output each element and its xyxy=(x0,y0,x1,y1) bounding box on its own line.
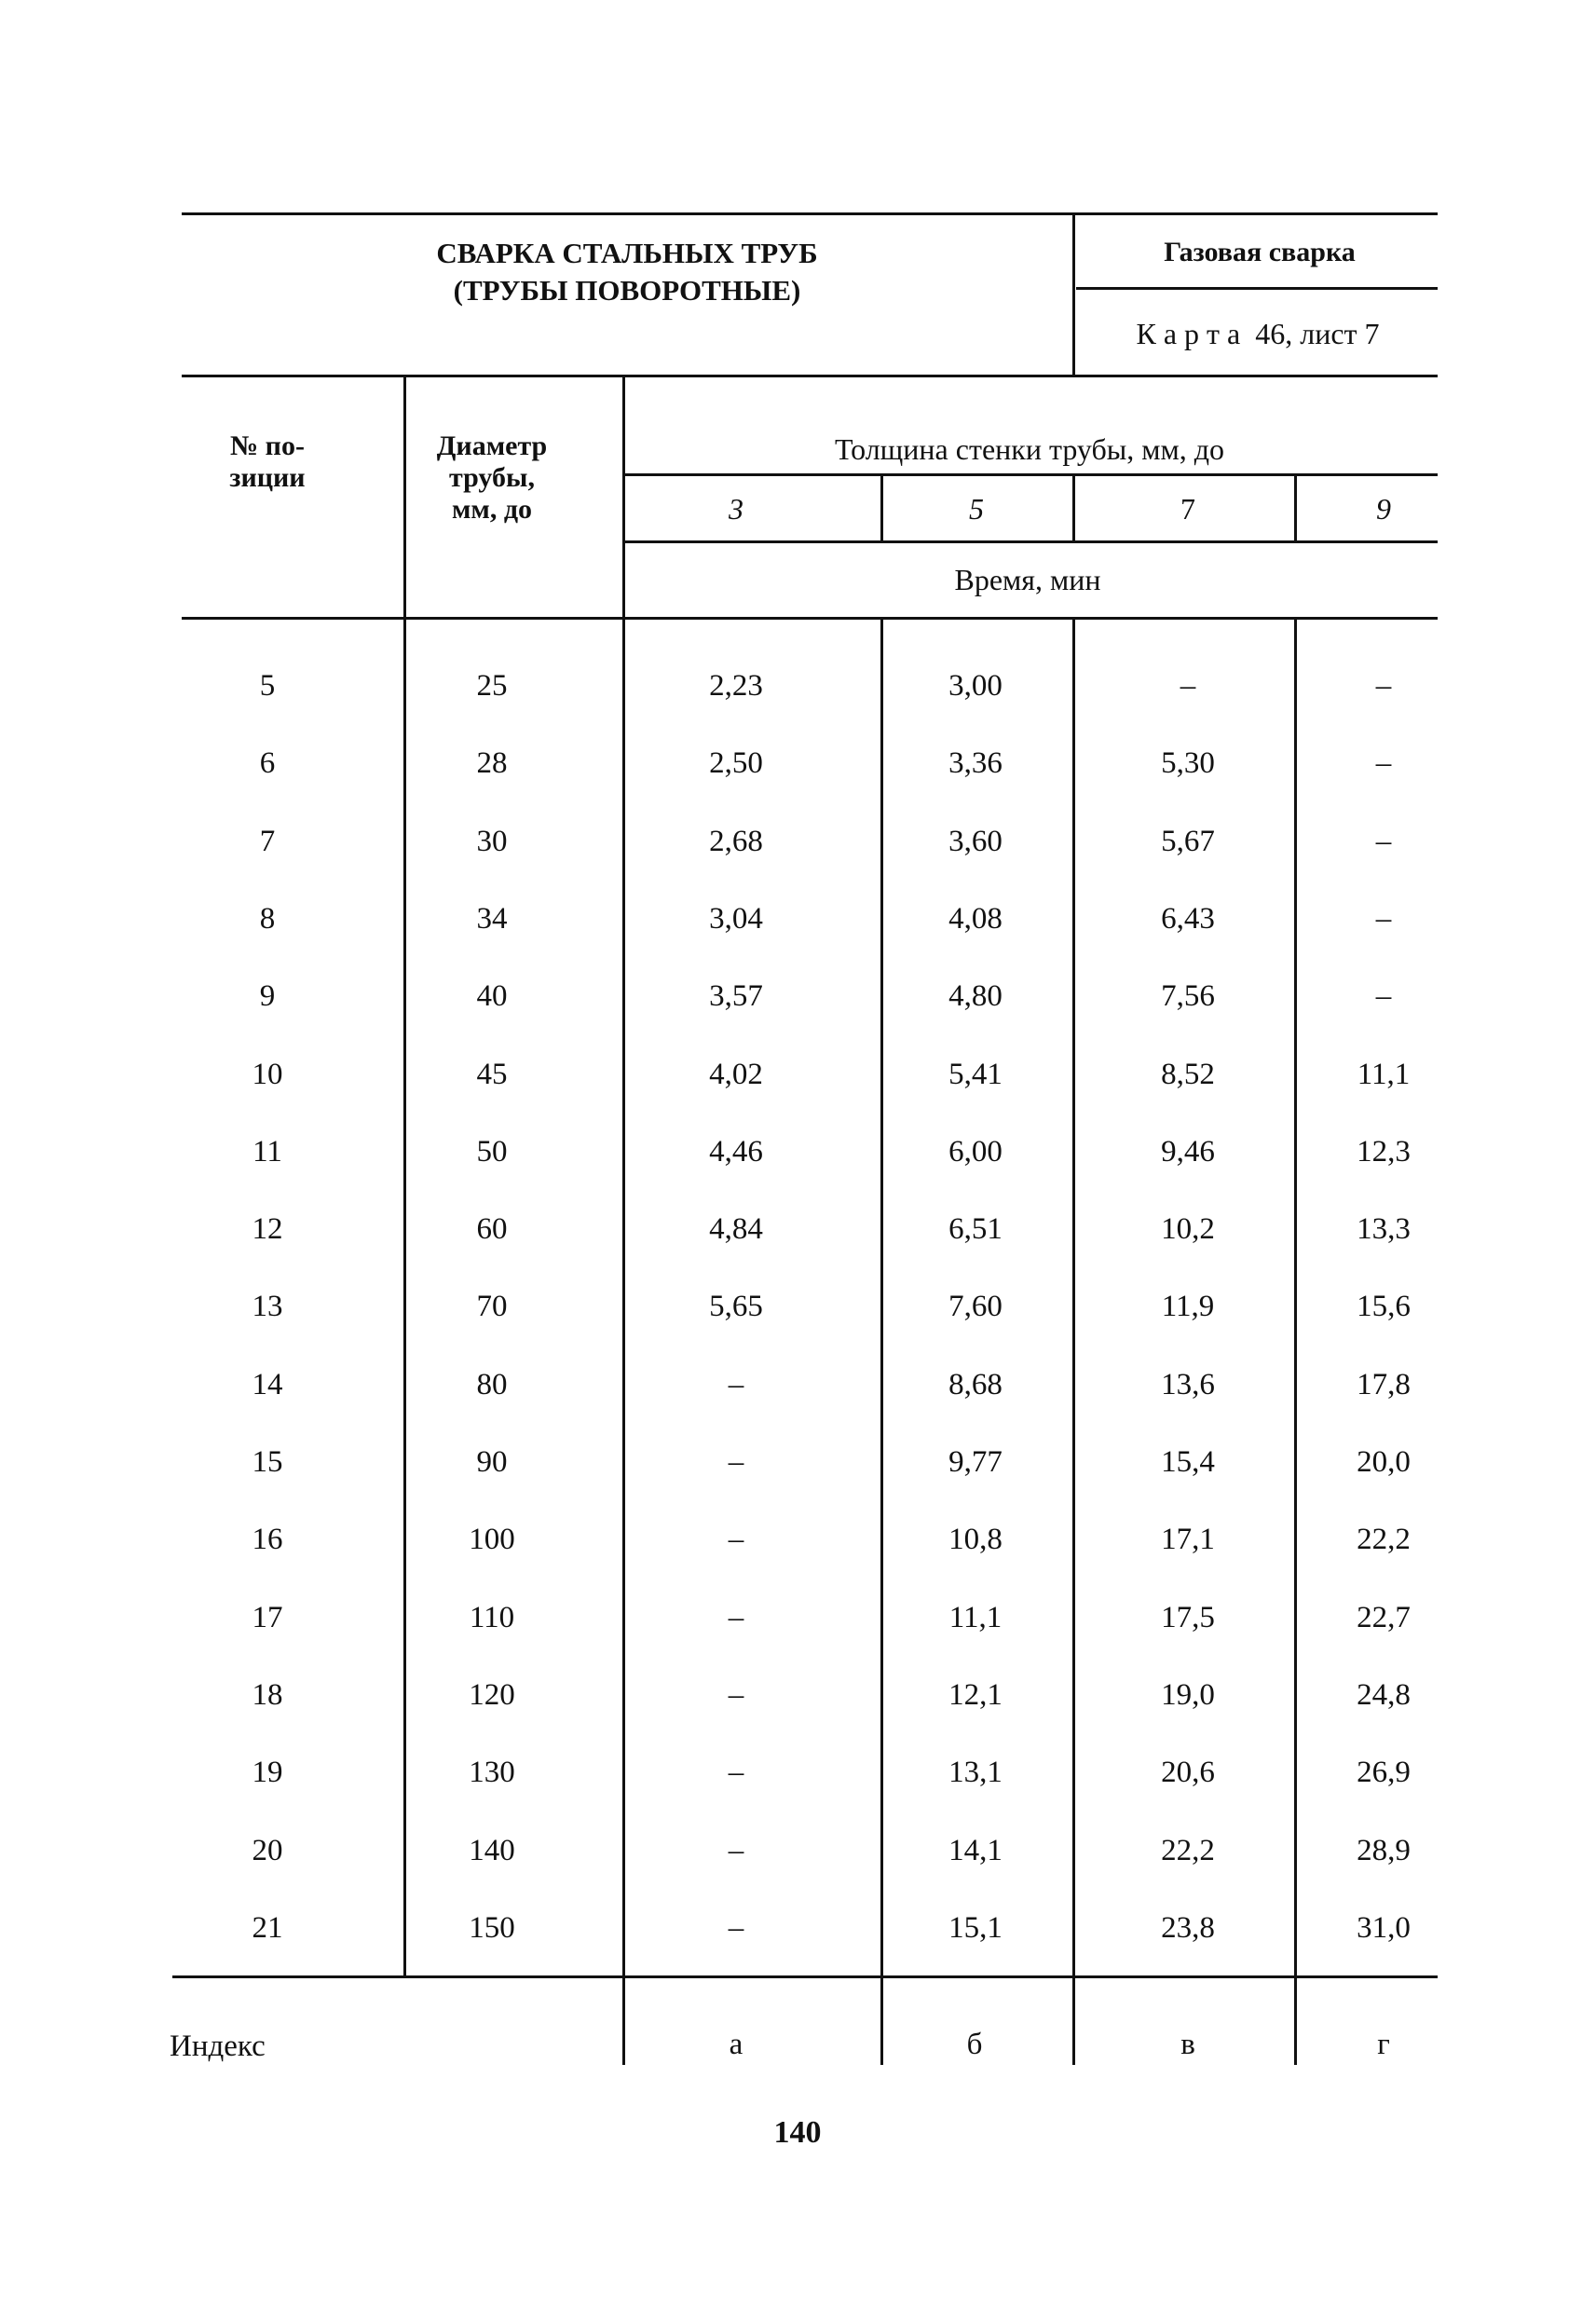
cell-t7: 15,4 xyxy=(1161,1445,1215,1479)
cell-t9: 20,0 xyxy=(1357,1445,1411,1479)
cell-dia: 45 xyxy=(476,1058,508,1091)
cell-t5: 14,1 xyxy=(948,1834,1003,1867)
cell-pos: 21 xyxy=(252,1911,283,1945)
cell-t5: 3,00 xyxy=(948,669,1003,703)
cell-t5: 3,36 xyxy=(948,746,1003,780)
cell-t5: 4,80 xyxy=(948,979,1003,1013)
cell-t9: – xyxy=(1375,825,1392,858)
cell-t3: 3,04 xyxy=(709,902,763,936)
thickness-9: 9 xyxy=(1376,492,1391,526)
cell-pos: 12 xyxy=(252,1212,283,1246)
position-diameter-divider xyxy=(403,375,406,1975)
cell-pos: 19 xyxy=(252,1756,283,1789)
cell-dia: 100 xyxy=(469,1523,515,1556)
cell-dia: 40 xyxy=(476,979,508,1013)
col-5-7-divider xyxy=(1072,617,1075,1975)
cell-t5: 3,60 xyxy=(948,825,1003,858)
cell-t7: 13,6 xyxy=(1161,1368,1215,1401)
cell-t5: 6,00 xyxy=(948,1135,1003,1169)
cell-dia: 28 xyxy=(476,746,508,780)
welding-method: Газовая сварка xyxy=(1164,237,1356,267)
cell-t3: 2,68 xyxy=(709,825,763,858)
cell-t9: 13,3 xyxy=(1357,1212,1411,1246)
index-v: в xyxy=(1180,2028,1195,2061)
cell-t9: – xyxy=(1375,669,1392,703)
index-g: г xyxy=(1377,2028,1390,2061)
page-number: 140 xyxy=(773,2115,822,2150)
col-7-9-divider xyxy=(1294,617,1297,1975)
cell-t3: – xyxy=(728,1523,744,1556)
card-title-line2: (ТРУБЫ ПОВОРОТНЫЕ) xyxy=(453,274,801,307)
cell-t9: – xyxy=(1375,746,1392,780)
cell-dia: 150 xyxy=(469,1911,515,1945)
cell-t7: 11,9 xyxy=(1161,1290,1215,1323)
card-title xyxy=(436,235,817,309)
index-divider-3 xyxy=(1072,1975,1075,2065)
cell-t7: 17,1 xyxy=(1161,1523,1215,1556)
cell-t9: 31,0 xyxy=(1357,1911,1411,1945)
cell-pos: 18 xyxy=(252,1678,283,1712)
cell-t3: – xyxy=(728,1756,744,1789)
index-label: Индекс xyxy=(170,2030,266,2063)
thickness-3: 3 xyxy=(729,492,743,526)
cell-dia: 140 xyxy=(469,1834,515,1867)
cell-t7: 17,5 xyxy=(1161,1601,1215,1634)
diameter-header-line3: мм, до xyxy=(451,494,533,525)
cell-t9: 22,2 xyxy=(1357,1523,1411,1556)
cell-pos: 8 xyxy=(259,902,276,936)
thickness-values-rule xyxy=(624,540,1438,543)
method-card-divider xyxy=(1076,287,1438,290)
cell-dia: 34 xyxy=(476,902,508,936)
table-bottom-rule xyxy=(172,1975,1438,1978)
cell-dia: 50 xyxy=(476,1135,508,1169)
cell-pos: 10 xyxy=(252,1058,283,1091)
cell-t3: 3,57 xyxy=(709,979,763,1013)
cell-t5: 9,77 xyxy=(948,1445,1003,1479)
cell-t9: – xyxy=(1375,902,1392,936)
index-divider-2 xyxy=(880,1975,883,2065)
cell-t5: 6,51 xyxy=(948,1212,1003,1246)
cell-t3: – xyxy=(728,1911,744,1945)
wall-thickness-rule xyxy=(624,473,1438,476)
position-header-line2: зиции xyxy=(229,462,306,493)
card-number: К а р т а 46, лист 7 xyxy=(1136,317,1380,350)
cell-t9: 12,3 xyxy=(1357,1135,1411,1169)
cell-dia: 110 xyxy=(469,1601,515,1634)
index-divider-4 xyxy=(1294,1975,1297,2065)
header-bottom-rule xyxy=(182,375,1438,377)
cell-dia: 80 xyxy=(476,1368,508,1401)
cell-t7: 23,8 xyxy=(1161,1911,1215,1945)
cell-t3: 4,02 xyxy=(709,1058,763,1091)
cell-dia: 120 xyxy=(469,1678,515,1712)
position-header-line1: № по- xyxy=(230,431,305,461)
col-7-9-divider-top xyxy=(1294,473,1297,540)
diameter-times-divider xyxy=(622,375,625,1975)
cell-t7: 19,0 xyxy=(1161,1678,1215,1712)
col-5-7-divider-top xyxy=(1072,473,1075,540)
thickness-5: 5 xyxy=(969,492,984,526)
cell-pos: 14 xyxy=(252,1368,283,1401)
cell-pos: 20 xyxy=(252,1834,283,1867)
cell-t7: 22,2 xyxy=(1161,1834,1215,1867)
col-3-5-divider-top xyxy=(880,473,883,540)
cell-t9: 28,9 xyxy=(1357,1834,1411,1867)
cell-t9: 11,1 xyxy=(1357,1058,1411,1091)
cell-pos: 6 xyxy=(259,746,276,780)
cell-t3: 4,84 xyxy=(709,1212,763,1246)
cell-t7: 5,67 xyxy=(1161,825,1215,858)
cell-t5: 7,60 xyxy=(948,1290,1003,1323)
cell-t7: 10,2 xyxy=(1161,1212,1215,1246)
cell-t5: 13,1 xyxy=(948,1756,1003,1789)
index-a: а xyxy=(729,2028,743,2061)
cell-t7: 5,30 xyxy=(1161,746,1215,780)
cell-t3: 4,46 xyxy=(709,1135,763,1169)
cell-t7: 8,52 xyxy=(1161,1058,1215,1091)
thickness-7: 7 xyxy=(1180,492,1195,526)
cell-t3: – xyxy=(728,1678,744,1712)
cell-t9: 26,9 xyxy=(1357,1756,1411,1789)
time-header: Время, мин xyxy=(954,563,1101,596)
index-divider-1 xyxy=(622,1975,625,2065)
cell-pos: 11 xyxy=(252,1135,282,1169)
column-header-bottom-rule xyxy=(182,617,1438,620)
cell-pos: 13 xyxy=(252,1290,283,1323)
cell-dia: 60 xyxy=(476,1212,508,1246)
col-3-5-divider xyxy=(880,617,883,1975)
cell-t3: – xyxy=(728,1445,744,1479)
cell-dia: 30 xyxy=(476,825,508,858)
cell-t9: 17,8 xyxy=(1357,1368,1411,1401)
cell-t7: 6,43 xyxy=(1161,902,1215,936)
cell-pos: 5 xyxy=(259,669,276,703)
cell-t9: 22,7 xyxy=(1357,1601,1411,1634)
cell-dia: 130 xyxy=(469,1756,515,1789)
cell-t9: 15,6 xyxy=(1357,1290,1411,1323)
card-title-line1: СВАРКА СТАЛЬНЫХ ТРУБ xyxy=(436,237,818,269)
index-b: б xyxy=(966,2028,983,2061)
cell-dia: 25 xyxy=(476,669,508,703)
cell-dia: 70 xyxy=(476,1290,508,1323)
cell-pos: 7 xyxy=(259,825,276,858)
title-method-divider xyxy=(1072,212,1075,375)
cell-t3: 2,23 xyxy=(709,669,763,703)
cell-t3: – xyxy=(728,1368,744,1401)
diameter-header-line1: Диаметр xyxy=(436,431,548,461)
cell-t3: 2,50 xyxy=(709,746,763,780)
cell-dia: 90 xyxy=(476,1445,508,1479)
cell-pos: 15 xyxy=(252,1445,283,1479)
cell-t9: – xyxy=(1375,979,1392,1013)
cell-t5: 12,1 xyxy=(948,1678,1003,1712)
cell-t7: 7,56 xyxy=(1161,979,1215,1013)
cell-t5: 11,1 xyxy=(948,1601,1003,1634)
position-header xyxy=(229,431,305,494)
cell-t3: – xyxy=(728,1834,744,1867)
cell-pos: 9 xyxy=(259,979,276,1013)
cell-t9: 24,8 xyxy=(1357,1678,1411,1712)
cell-t7: 20,6 xyxy=(1161,1756,1215,1789)
cell-pos: 16 xyxy=(252,1523,283,1556)
diameter-header-line2: трубы, xyxy=(449,462,535,493)
cell-t5: 5,41 xyxy=(948,1058,1003,1091)
cell-t7: 9,46 xyxy=(1161,1135,1215,1169)
cell-t3: 5,65 xyxy=(709,1290,763,1323)
cell-pos: 17 xyxy=(252,1601,283,1634)
diameter-header xyxy=(437,431,547,526)
cell-t5: 10,8 xyxy=(948,1523,1003,1556)
cell-t5: 4,08 xyxy=(948,902,1003,936)
cell-t3: – xyxy=(728,1601,744,1634)
wall-thickness-header: Толщина стенки трубы, мм, до xyxy=(834,432,1225,466)
cell-t7: – xyxy=(1180,669,1196,703)
top-rule xyxy=(182,212,1438,215)
cell-t5: 15,1 xyxy=(948,1911,1003,1945)
cell-t5: 8,68 xyxy=(948,1368,1003,1401)
